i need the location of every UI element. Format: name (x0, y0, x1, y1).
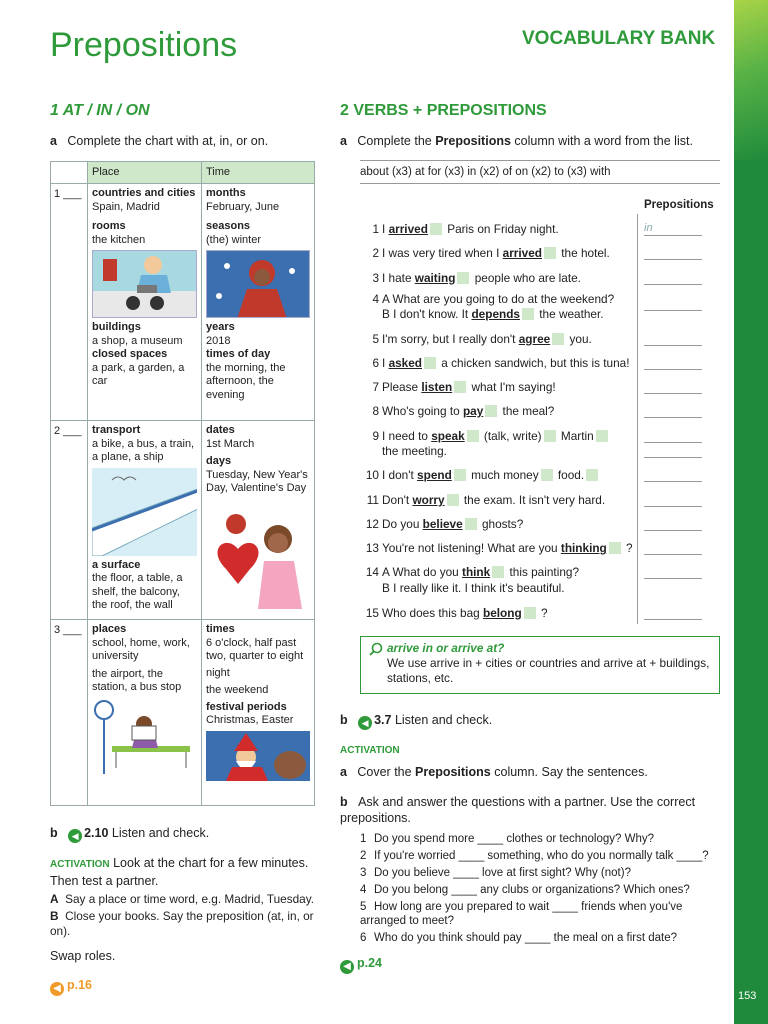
tip-box (360, 636, 720, 694)
answer-gap[interactable] (447, 494, 459, 506)
sentence-item: 9 I need to speak (talk, write) Martin (360, 429, 638, 444)
answer-line[interactable] (644, 297, 702, 311)
sentence-item: 3 I hate waiting people who are late. (372, 271, 581, 285)
question-item: 3 Do you believe ____ love at first sight? Why (not)? (360, 867, 631, 879)
answer-gap[interactable] (454, 469, 466, 481)
word-list: about (x3) at for (x3) in (x2) of on (x2) to (x3) with (360, 160, 720, 184)
sentence-item: 1 I arrived Paris on Friday night. (372, 222, 559, 236)
answer-line[interactable] (644, 606, 702, 620)
section2-heading: 2 VERBS + PREPOSITIONS (340, 102, 547, 119)
page-ref-link[interactable]: ◀ p.16 (50, 978, 92, 996)
page-ref-link[interactable]: ◀ p.24 (340, 956, 382, 974)
side-color-band (734, 0, 768, 1024)
section1-heading: 1 AT / IN / ON (50, 102, 150, 119)
chart-row: 1 ___ countries and cities Spain, Madrid rooms the kitchen buildings a shop, a museum closed spaces a park, a garden, a car months February, June seasons (the) winter years 2018 times of day the morning, the afternoon, the evening (51, 184, 314, 421)
answer-gap[interactable] (454, 381, 466, 393)
audio-speaker-icon[interactable]: ◀ (68, 829, 82, 843)
answer-gap[interactable] (457, 272, 469, 284)
page-title: Prepositions (50, 26, 238, 64)
chart-row: 2 ___ transport a bike, a bus, a train, a plane, a ship a surface the floor, a table, a shelf, the balcony, the roof, the wall dates 1st March days Tuesday, New Year's Day, Valentine's Day (51, 421, 314, 620)
section1-instruction-b-partner: B Close your books. Say the preposition (at, in, or on). (50, 909, 314, 938)
prepositions-column-header: Prepositions (644, 199, 714, 211)
answer-gap[interactable] (552, 333, 564, 345)
prepositions-chart (50, 161, 315, 806)
sentence-item: 13 You're not listening! What are you thinking ? (365, 541, 633, 555)
row-number-blank[interactable]: 2 ___ (51, 421, 88, 619)
sentence-item: 10 I don't spend much money food. (360, 468, 638, 483)
sentence-item: B I don't know. It depends the weather. (382, 307, 604, 321)
sentence-item: 8 Who's going to pay the meal? (372, 404, 555, 418)
section1-instruction-b: b ◀ 2.10 Listen and check. (50, 826, 210, 841)
sentence-item: 5 I'm sorry, but I really don't agree you. (372, 332, 592, 346)
magnifier-icon (369, 642, 383, 656)
ship-illustration (92, 468, 197, 556)
answer-gap[interactable] (586, 469, 598, 481)
answer-gap[interactable] (524, 607, 536, 619)
arrow-left-icon: ◀ (50, 982, 64, 996)
valentine-illustration (206, 499, 310, 609)
answer-line[interactable] (644, 517, 702, 531)
sentence-item: 2 I was very tired when I arrived the hotel. (372, 246, 610, 260)
answer-line[interactable] (644, 332, 702, 346)
question-item: 4 Do you belong ____ any clubs or organizations? Which ones? (360, 884, 690, 896)
answer-gap[interactable] (430, 223, 442, 235)
answer-line[interactable] (644, 493, 702, 507)
answer-line[interactable] (644, 246, 702, 260)
chart-header-place: Place (88, 162, 202, 183)
answer-line[interactable] (644, 541, 702, 555)
page-number: 153 (738, 990, 757, 1002)
answer-line[interactable] (644, 565, 702, 579)
audio-speaker-icon[interactable]: ◀ (358, 716, 372, 730)
sentence-item: 14 A What do you think this painting? (365, 565, 580, 579)
answer-line[interactable]: in (644, 222, 702, 236)
question-item: 2 If you're worried ____ something, who do you normally talk ____? (360, 850, 709, 862)
answer-line[interactable] (644, 429, 702, 443)
sentence-item: 7 Please listen what I'm saying! (372, 380, 556, 394)
sentence-item: 4 A What are you going to do at the weekend? (372, 292, 615, 306)
winter-illustration (206, 250, 310, 318)
answer-line[interactable] (644, 468, 702, 482)
section2-activation-b: b Ask and answer the questions with a partner. Use the correct prepositions. (340, 795, 696, 825)
section1-instruction-a-partner: A Say a place or time word, e.g. Madrid, Tuesday. (50, 892, 315, 906)
row-number-blank[interactable]: 3 ___ (51, 620, 88, 805)
bus-stop-illustration (92, 698, 197, 776)
answer-gap[interactable] (609, 542, 621, 554)
question-item: 6 Who do you think should pay ____ the meal on a first date? (360, 932, 678, 944)
answer-line[interactable] (644, 271, 702, 285)
tip-text: We use arrive in + cities or countries and arrive at + buildings, stations, etc. (387, 656, 710, 685)
sentence-item: B I really like it. I think it's beautiful. (382, 581, 565, 595)
row-number-blank[interactable]: 1 ___ (51, 184, 88, 420)
sentence-item: 15 Who does this bag belong ? (365, 606, 548, 620)
answer-gap[interactable] (544, 247, 556, 259)
answer-line[interactable] (644, 380, 702, 394)
section1-instruction-a: a Complete the chart with at, in, or on. (50, 134, 269, 148)
section2-instruction-b: b ◀ 3.7 Listen and check. (340, 713, 493, 728)
section2-activation-label: ACTIVATION (340, 745, 400, 756)
sentence-item: 6 I asked a chicken sandwich, but this is tuna! (372, 356, 630, 370)
swap-roles: Swap roles. (50, 949, 116, 963)
sentence-item: the meeting. (382, 444, 447, 458)
arrow-left-icon: ◀ (340, 960, 354, 974)
answer-gap[interactable] (544, 430, 556, 442)
section2-instruction-a: a Complete the Prepositions column with a word from the list. (340, 134, 693, 148)
answer-gap[interactable] (541, 469, 553, 481)
christmas-illustration (206, 731, 310, 781)
chart-header-time: Time (206, 166, 231, 178)
chart-row: 3 ___ places school, home, work, university the airport, the station, a bus stop times 6 o'clock, half past two, quarter to eight night the weekend festival periods Christmas, Easter (51, 620, 314, 805)
section2-activation-a: a Cover the Prepositions column. Say the sentences. (340, 765, 648, 779)
sentence-item: 12 Do you believe ghosts? (365, 517, 524, 531)
answer-gap[interactable] (467, 430, 479, 442)
answer-gap[interactable] (522, 308, 534, 320)
tip-title: arrive in or arrive at? (387, 641, 505, 655)
answer-line[interactable] (644, 444, 702, 458)
answer-gap[interactable] (492, 566, 504, 578)
answer-gap[interactable] (465, 518, 477, 530)
sentence-item: 11 Don't worry the exam. It isn't very hard. (366, 493, 606, 507)
vocabulary-bank-label: VOCABULARY BANK (522, 28, 716, 49)
section1-activation: ACTIVATION Look at the chart for a few minutes. Then test a partner. (50, 856, 309, 888)
kitchen-illustration (92, 250, 197, 318)
answer-gap[interactable] (596, 430, 608, 442)
answer-gap[interactable] (424, 357, 436, 369)
answer-line[interactable] (644, 356, 702, 370)
question-item: 1 Do you spend more ____ clothes or technology? Why? (360, 833, 654, 845)
answer-gap[interactable] (485, 405, 497, 417)
answer-line[interactable] (644, 404, 702, 418)
question-item: 5 How long are you prepared to wait ____ friends when you've arranged to meet? (360, 901, 683, 927)
